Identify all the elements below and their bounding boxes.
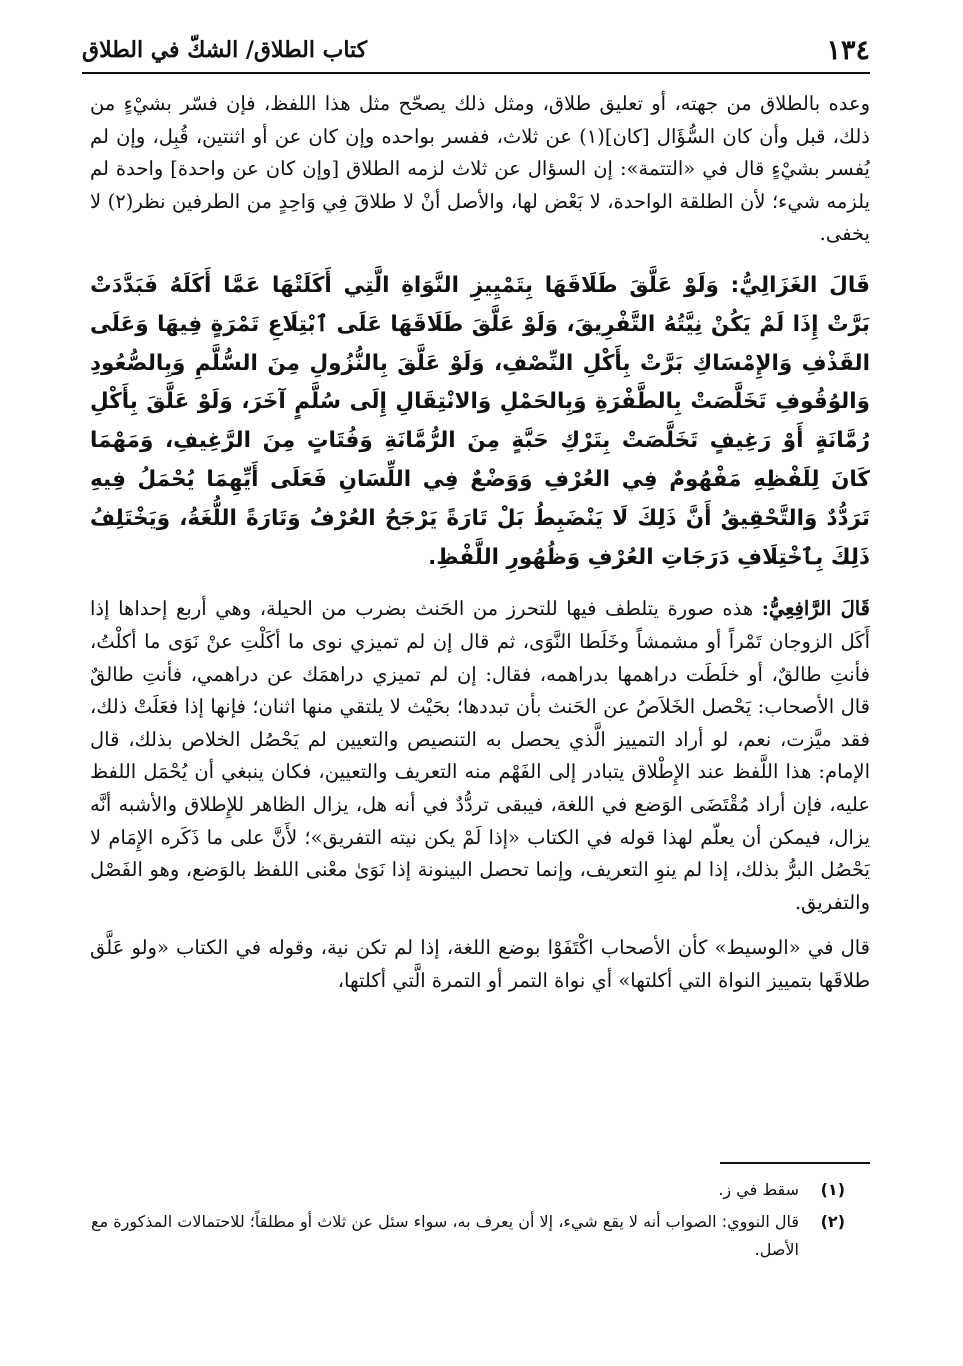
commentary-paragraph — [90, 593, 870, 919]
page-number: ١٣٤ — [826, 34, 870, 66]
running-title: كتاب الطلاق/ الشكّ في الطلاق — [82, 37, 368, 63]
footnote-text: سقط في ز. — [718, 1180, 799, 1199]
running-head — [82, 28, 870, 74]
closing-paragraph: قال في «الوسيط» كأن الأصحاب اكْتَفَوْا بوضع اللغة، إذا لم تكن نية، وقوله في الكتاب «ولو عَلَّق طلاقَها بتمييز النواة التي أكلتها» أي نواة التمر أو التمرة الَّتي أكلتها، — [90, 936, 870, 992]
commentary-text: هذه صورة يتلطف فيها للتحرز من الحَنث بضرب من الحيلة، وهي أربع إحداها إذا أَكَل الزوجان تَمْراً أو مشمشاً وخَلَطا النَّوَى، ثم قال إن لم تميزي نوى ما أكَلْتِ عنْ نَوَى ما أكلْتُ، فأنتِ طالقٌ، أو خلَطَت دراهمها بدراهمه، فقال: إن لم تميزي دراهمَك عن دراهمي، فأنتِ طالقٌ قال الأصحاب: يَحْصل الخَلاَصُ عن الحَنث بأن تبددها؛ بحَيْث لا يلتقي منها اثنان؛ فإنها إذا فعَلَتْ ذلك، فقد ميَّزت، نعم، لو أراد التمييز الَّذي يحصل به التنصيص والتعيين لم يَحْصُل الخلاص بذلك، قال الإمام: هذا اللَّفظ عند الإِطْلاق يتبادر إلى الفَهْم منه التعريف والتعيين، فكان ينبغي أن يُحْمَل اللفظ عليه، فإن أراد مُقْتَضَى الوَضع في اللغة، فيبقى تردُّدٌ في أنه هل، يزال الظاهر للإِطلاق والأشبه أنَّه يزال، فيمكن أن يعلّم لهذا قوله في الكتاب «إذا لَمْ يكن نيته التفريق»؛ لأَنَّ على ما ذَكَره الإِمَام لا يَحْصُل البرُّ بذلك، إذا لم ينوِ التعريف، وإنما تحصل البينونة إذا نَوَىٰ معْنى اللفظ بالوَضع، وهو الفَصْل والتفريق. — [90, 597, 870, 914]
footnote-2 — [90, 1208, 845, 1264]
footnotes — [90, 1176, 845, 1268]
matn-text: وَلَوْ عَلَّقَ طَلَاقَهَا بِتَمْيِيزِ النَّوَاةِ الَّتِي أَكَلَتْهَا عَمَّا أَكَلَهُ فَبَدَّدَتْ بَرَّتْ إِذَا لَمْ يَكُنْ نِيَّتُهُ التَّفْرِيقَ، وَلَوْ عَلَّقَ طَلَاقَهَا عَلَى ٱبْتِلَاعِ تَمْرَةٍ فِيهَا وَعَلَى القَذْفِ وَالإِمْسَاكِ بَرَّتْ بِأَكْلِ النِّصْفِ، وَلَوْ عَلَّقَ بِالنُّزُولِ مِنَ السُّلَّمِ وَبِالصُّعُودِ وَالوُقُوفِ تَخَلَّصَتْ بِالطَّفْرَةِ وَبِالحَمْلِ وَالانْتِقَالِ إِلَى سُلَّمٍ آخَرَ، وَلَوْ عَلَّقَ بِأَكْلِ رُمَّانَةٍ أَوْ رَغِيفٍ تَخَلَّصَتْ بِتَرْكِ حَبَّةٍ مِنَ الرُّمَّانَةِ وَفُتَاتٍ مِنَ الرَّغِيفِ، وَمَهْمَا كَانَ لِلَفْظِهِ مَفْهُومٌ فِي العُرْفِ وَوَضْعٌ فِي اللِّسَانِ فَعَلَى أَيِّهِمَا يُحْمَلُ فِيهِ تَرَدُّدٌ وَالتَّحْقِيقُ أَنَّ ذَلِكَ لَا يَنْضَبِطُ بَلْ تَارَةً يَرْجَحُ العُرْفُ وَتَارَةً اللُّغَةُ، وَيَخْتَلِفُ ذَلِكَ بِٱخْتِلَافِ دَرَجَاتِ العُرْفِ وَظُهُورِ اللَّفْظِ. — [90, 272, 870, 570]
footnote-text: قال النووي: الصواب أنه لا يقع شيء، إلا أن يعرف به، سواء سئل عن ثلاث أو مطلقاً؛ للاحتمالات المذكورة مع الأصل. — [91, 1212, 799, 1259]
footnote-number: (١) — [820, 1180, 845, 1199]
footnote-separator — [720, 1162, 870, 1164]
matn-paragraph — [90, 267, 870, 577]
paragraph-continuation: وعده بالطلاق من جهته، أو تعليق طلاق، ومثل ذلك يصحّح مثل هذا اللفظ، فإن فسّر بشيْءٍ من ذلك، قبل وأن كان السُّؤَال [كان](١) عن ثلاث، ففسر بواحده وإن كان عن أو اثنتين، قُبِل، وإن لم يُفسر بشيْءٍ قال في «التتمة»: إن السؤال عن ثلاث لزمه الطلاق [وإن كان عن واحدة] واحدة لم يلزمه شيء؛ لأن الطلقة الواحدة، لا بَعْض لها، والأصل أنْ لا طلاقَ فِي وَاحِدٍ من الطرفين نظر(٢) لا يخفى. — [90, 92, 870, 246]
commentary-speaker: قَالَ الرَّافِعِيُّ: — [761, 597, 870, 621]
body-text — [90, 88, 870, 997]
matn-speaker: قَالَ الغَزَالِيُّ: — [730, 272, 870, 298]
footnote-1 — [90, 1176, 845, 1204]
footnote-number: (٢) — [820, 1212, 845, 1231]
